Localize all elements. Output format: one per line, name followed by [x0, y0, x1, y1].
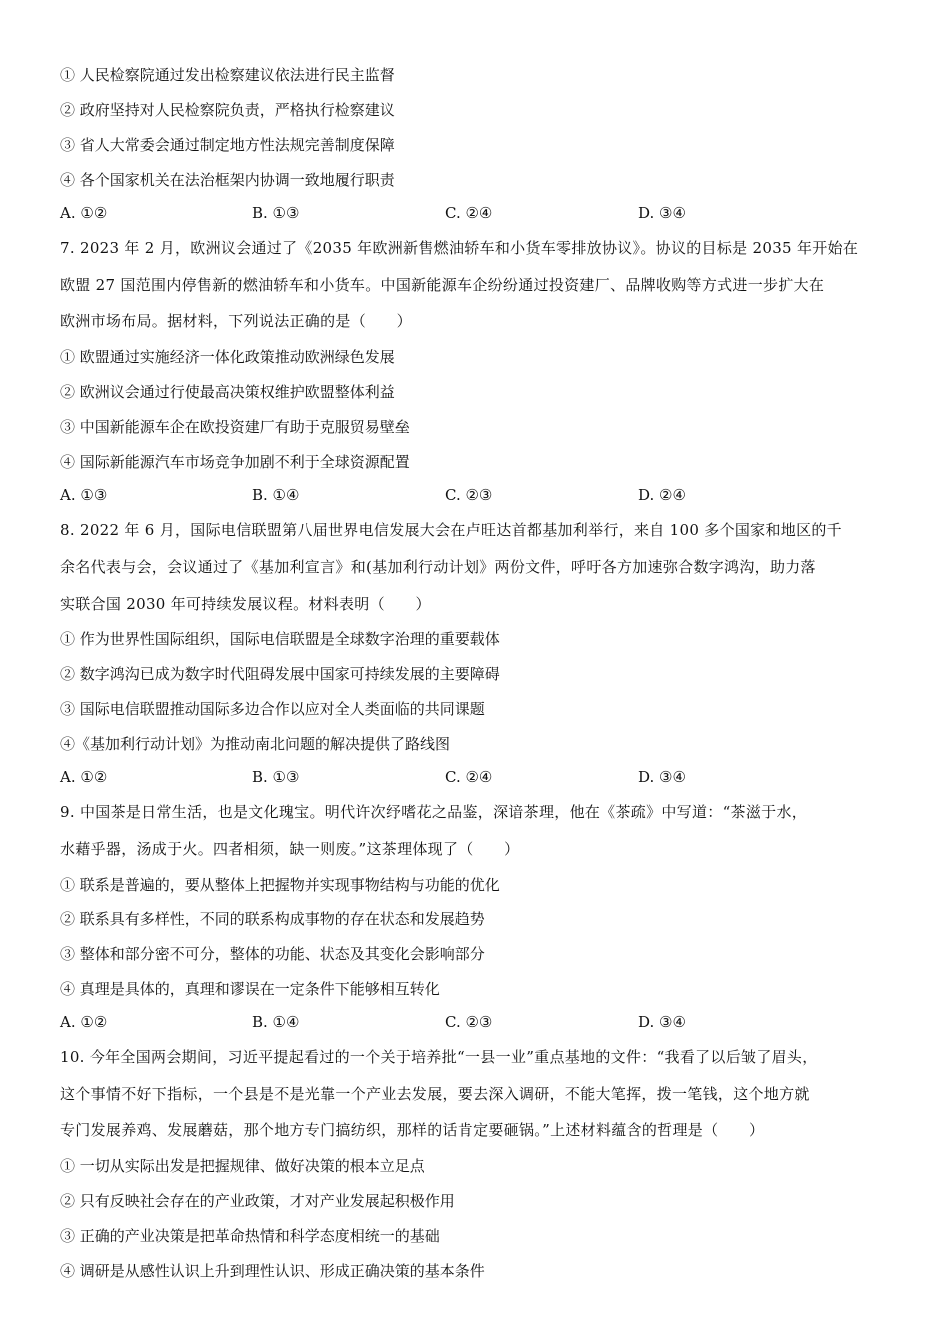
q9-option-1: ① 联系是普遍的，要从整体上把握物并实现事物结构与功能的优化 — [60, 876, 500, 894]
q6-option-2: ② 政府坚持对人民检察院负责，严格执行检察建议 — [60, 101, 395, 119]
q8-answer-b: B. ①③ — [252, 768, 300, 786]
q8-answer-c: C. ②④ — [445, 768, 493, 786]
q7-option-3: ③ 中国新能源车企在欧投资建厂有助于克服贸易壁垒 — [60, 418, 410, 436]
q7-stem-line-2: 欧盟 27 国范围内停售新的燃油轿车和小货车。中国新能源车企纷纷通过投资建厂、品牌收购等方式进一步扩大在 — [60, 276, 825, 294]
q10-option-4: ④ 调研是从感性认识上升到理性认识、形成正确决策的基本条件 — [60, 1262, 485, 1280]
q9-stem-line-1: 9. 中国茶是日常生活，也是文化瑰宝。明代许次纾嗜花之品鉴，深谙茶理，他在《茶疏》中写道：“茶滋于水， — [60, 803, 808, 821]
q8-stem-line-3: 实联合国 2030 年可持续发展议程。材料表明（ ） — [60, 595, 431, 613]
q9-answer-choices — [60, 1011, 900, 1033]
q9-stem-line-2: 水藉乎器，汤成于火。四者相须，缺一则废。”这茶理体现了（ ） — [60, 840, 520, 858]
q7-stem-line-1: 7. 2023 年 2 月，欧洲议会通过了《2035 年欧洲新售燃油轿车和小货车零排放协议》。协议的目标是 2035 年开始在 — [60, 239, 859, 257]
q10-stem-line-3: 专门发展养鸡、发展蘑菇，那个地方专门搞纺织，那样的话肯定要砸锅。”上述材料蕴含的哲理是（ ） — [60, 1121, 765, 1139]
q8-option-2: ② 数字鸿沟已成为数字时代阻碍发展中国家可持续发展的主要障碍 — [60, 665, 500, 683]
q8-answer-a: A. ①② — [60, 768, 108, 786]
q7-answer-a: A. ①③ — [60, 486, 108, 504]
q9-answer-b: B. ①④ — [252, 1013, 300, 1031]
q6-answer-d: D. ③④ — [638, 204, 686, 222]
q10-option-2: ② 只有反映社会存在的产业政策，才对产业发展起积极作用 — [60, 1192, 455, 1210]
q7-option-4: ④ 国际新能源汽车市场竞争加剧不利于全球资源配置 — [60, 453, 410, 471]
q9-option-3: ③ 整体和部分密不可分，整体的功能、状态及其变化会影响部分 — [60, 945, 485, 963]
q6-option-1: ① 人民检察院通过发出检察建议依法进行民主监督 — [60, 66, 395, 84]
q6-answer-c: C. ②④ — [445, 204, 493, 222]
q6-answer-choices — [60, 202, 900, 224]
q7-answer-choices — [60, 484, 900, 506]
q6-option-4: ④ 各个国家机关在法治框架内协调一致地履行职责 — [60, 171, 395, 189]
q9-option-4: ④ 真理是具体的，真理和谬误在一定条件下能够相互转化 — [60, 980, 440, 998]
q8-option-3: ③ 国际电信联盟推动国际多边合作以应对全人类面临的共同课题 — [60, 700, 485, 718]
q8-option-1: ① 作为世界性国际组织，国际电信联盟是全球数字治理的重要载体 — [60, 630, 500, 648]
q8-option-4: ④《基加利行动计划》为推动南北问题的解决提供了路线图 — [60, 735, 451, 753]
q8-stem-line-2: 余名代表与会，会议通过了《基加利宣言》和(基加利行动计划》两份文件，呼吁各方加速弥合数字鸿沟，助力落 — [60, 558, 816, 576]
q9-answer-a: A. ①② — [60, 1013, 108, 1031]
q9-answer-d: D. ③④ — [638, 1013, 686, 1031]
q6-answer-b: B. ①③ — [252, 204, 300, 222]
q8-answer-choices — [60, 766, 900, 788]
q8-stem-line-1: 8. 2022 年 6 月，国际电信联盟第八届世界电信发展大会在卢旺达首都基加利举行，来自 100 多个国家和地区的千 — [60, 521, 842, 539]
q6-answer-a: A. ①② — [60, 204, 108, 222]
q9-option-2: ② 联系具有多样性，不同的联系构成事物的存在状态和发展趋势 — [60, 910, 485, 928]
q7-answer-d: D. ②④ — [638, 486, 686, 504]
q7-answer-b: B. ①④ — [252, 486, 300, 504]
q6-option-3: ③ 省人大常委会通过制定地方性法规完善制度保障 — [60, 136, 395, 154]
q10-option-3: ③ 正确的产业决策是把革命热情和科学态度相统一的基础 — [60, 1227, 440, 1245]
q7-answer-c: C. ②③ — [445, 486, 493, 504]
q7-option-1: ① 欧盟通过实施经济一体化政策推动欧洲绿色发展 — [60, 348, 395, 366]
q7-option-2: ② 欧洲议会通过行使最高决策权维护欧盟整体利益 — [60, 383, 395, 401]
q7-stem-line-3: 欧洲市场布局。据材料，下列说法正确的是（ ） — [60, 312, 412, 330]
q9-answer-c: C. ②③ — [445, 1013, 493, 1031]
q10-option-1: ① 一切从实际出发是把握规律、做好决策的根本立足点 — [60, 1157, 425, 1175]
q10-stem-line-2: 这个事情不好下指标，一个县是不是光靠一个产业去发展，要去深入调研，不能大笔挥，拨一笔钱，这个地方就 — [60, 1085, 810, 1103]
q8-answer-d: D. ③④ — [638, 768, 686, 786]
q10-stem-line-1: 10. 今年全国两会期间，习近平提起看过的一个关于培养批“一县一业”重点基地的文件：“我看了以后皱了眉头， — [60, 1048, 818, 1066]
